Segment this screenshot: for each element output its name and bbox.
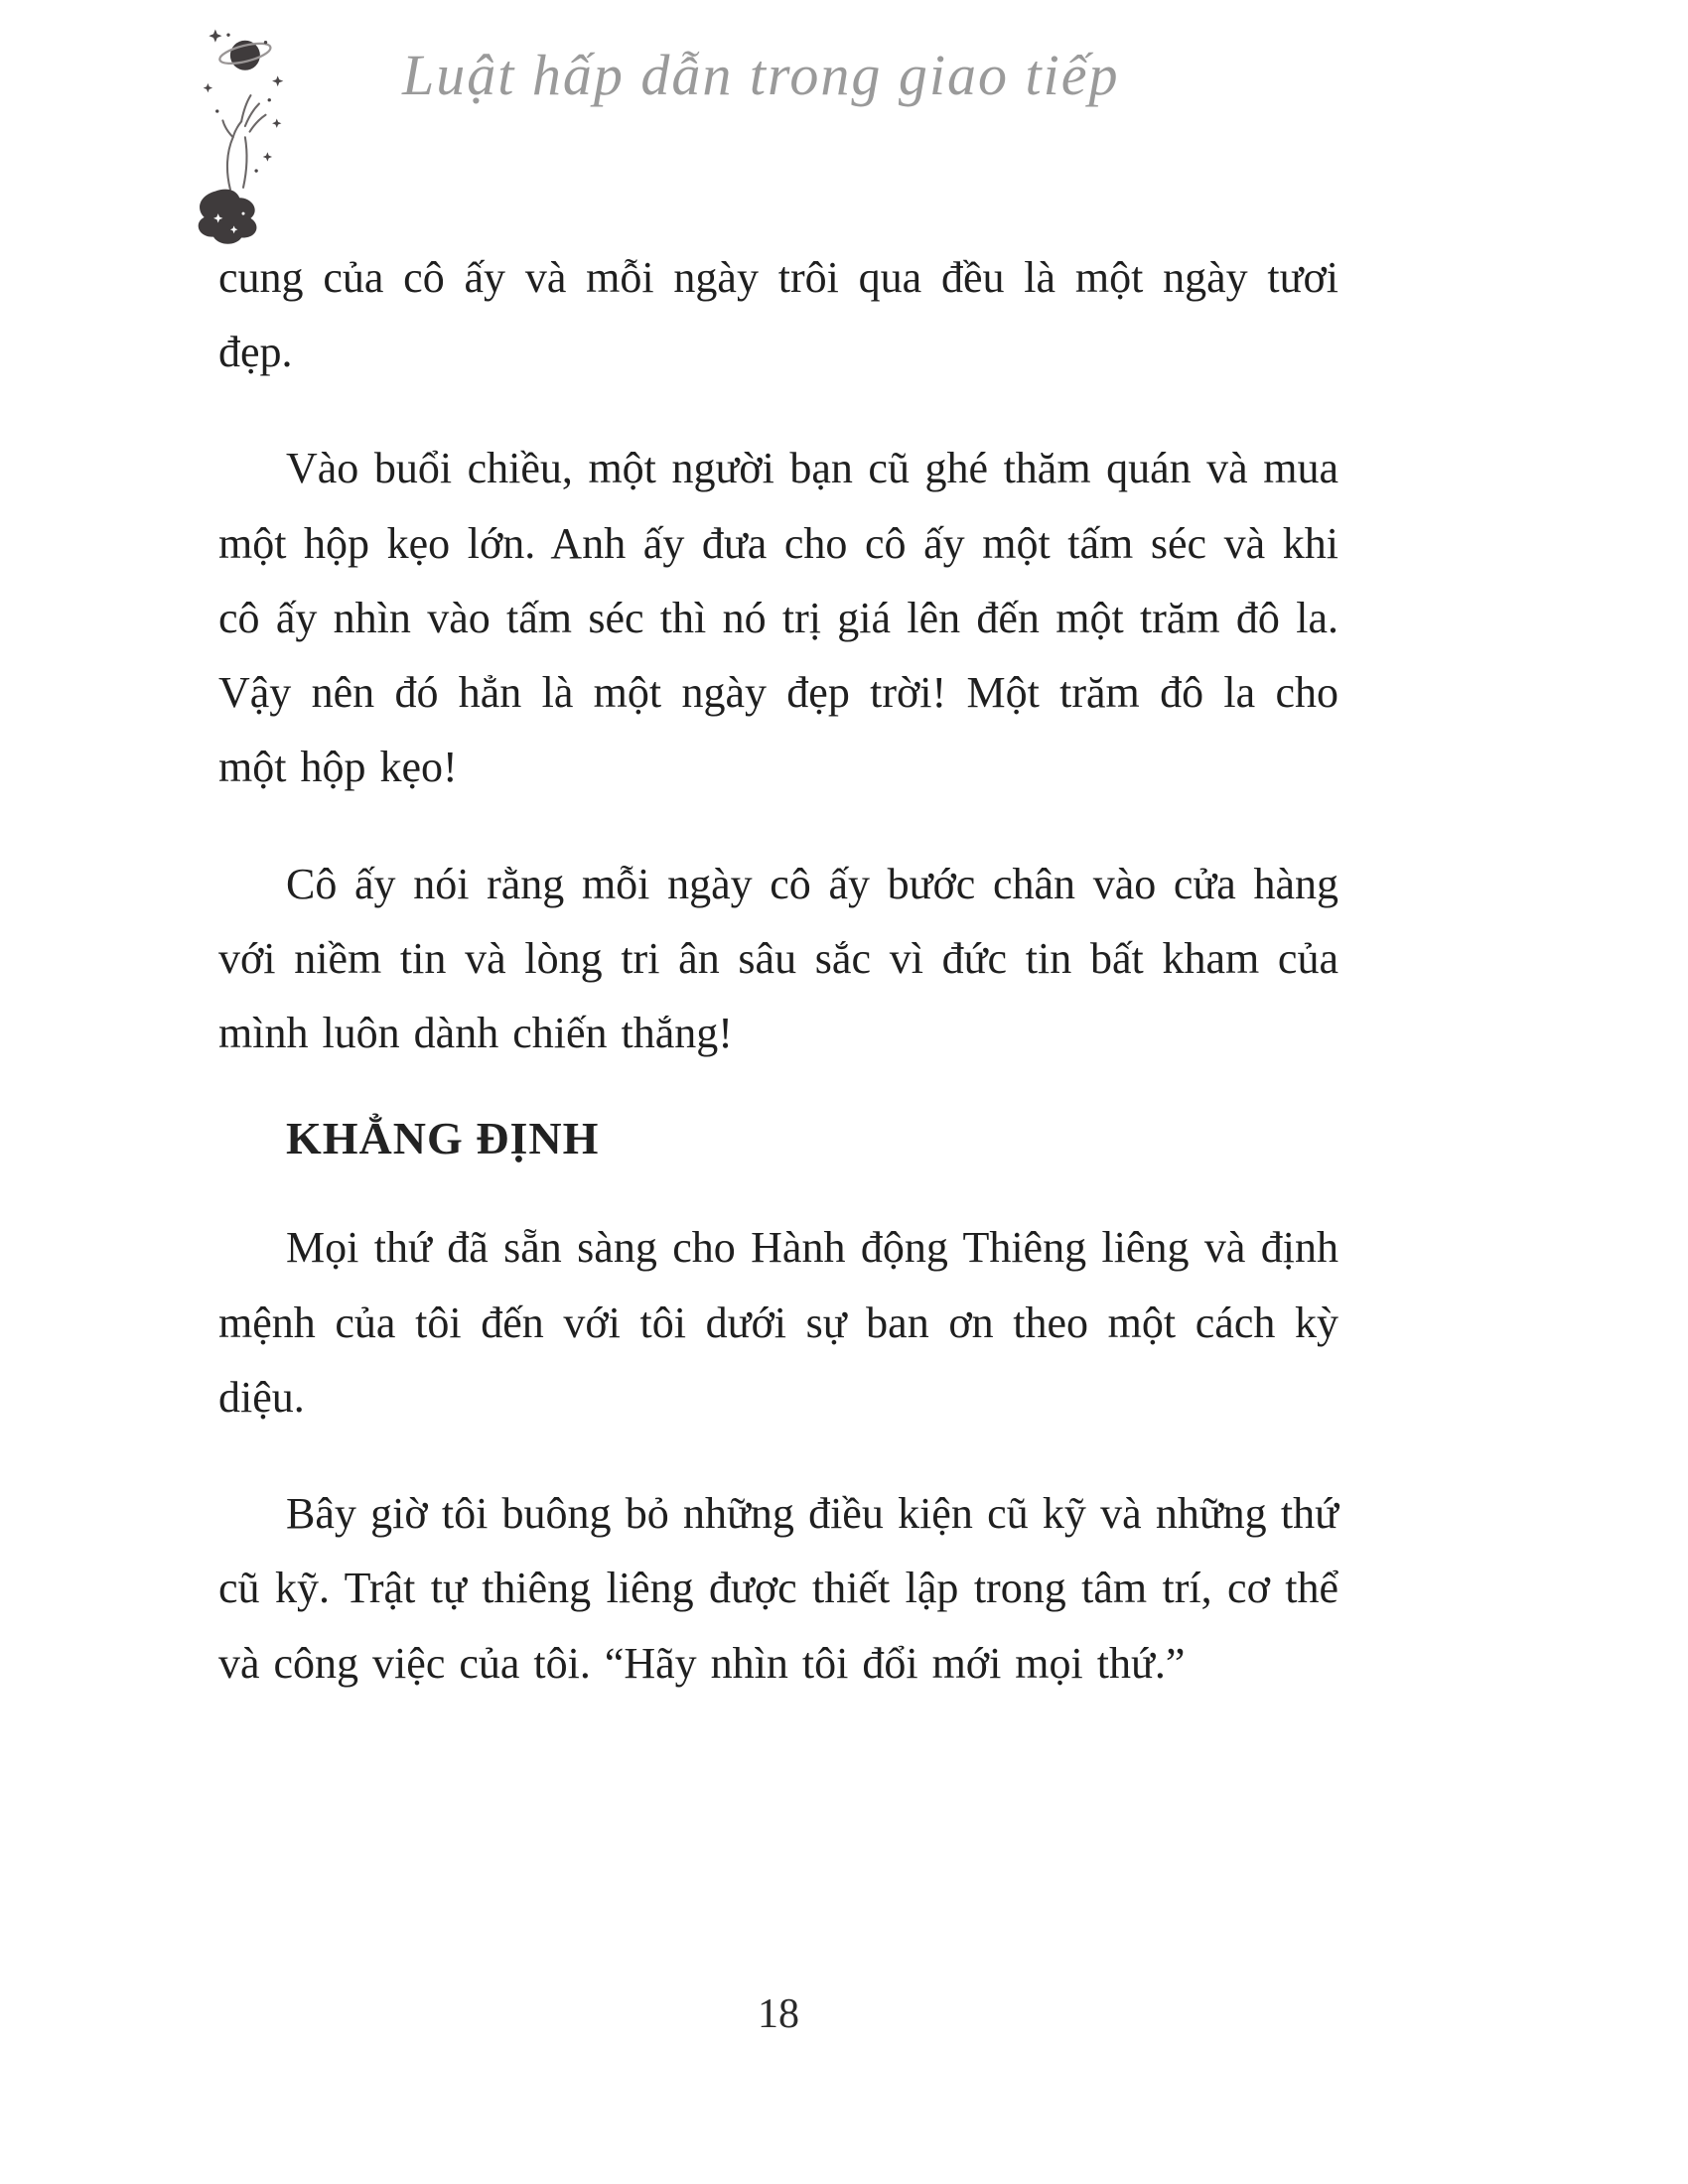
affirmation-paragraph: Bây giờ tôi buông bỏ những điều kiện cũ kỹ và những thứ cũ kỹ. Trật tự thiêng liêng được thiết lập trong tâm trí, cơ thể và công việc của tôi. “Hãy nhìn tôi đổi mới mọi thứ.” [218,1489,1338,1688]
body-paragraph: Vào buổi chiều, một người bạn cũ ghé thăm quán và mua một hộp kẹo lớn. Anh ấy đưa cho cô ấy một tấm séc và khi cô ấy nhìn vào tấm séc thì nó trị giá lên đến một trăm đô la. Vậy nên đó hẳn là một ngày đẹp trời! Một trăm đô la cho một hộp kẹo! [218,444,1338,792]
hand-icon [222,95,265,190]
planet-icon [217,40,272,70]
hand-planet-stars-illustration [184,22,303,245]
page-number: 18 [758,1991,799,2037]
running-head-title: Luật hấp dẫn trong giao tiếp [402,43,1120,107]
section-heading: KHẲNG ĐỊNH [286,1113,600,1164]
page-header [0,0,1688,238]
body-paragraph: Cô ấy nói rằng mỗi ngày cô ấy bước chân vào cửa hàng với niềm tin và lòng tri ân sâu sắc vì đức tin bất kham của mình luôn dành chiến thắng! [218,859,1338,1058]
page-body [218,240,1338,1742]
body-paragraph: cung của cô ấy và mỗi ngày trôi qua đều là một ngày tươi đẹp. [218,253,1338,377]
page-footer [218,1990,1338,2038]
affirmation-paragraph: Mọi thứ đã sẵn sàng cho Hành động Thiêng liêng và định mệnh của tôi đến với tôi dưới sự ban ơn theo một cách kỳ diệu. [218,1223,1338,1422]
ink-blob [199,190,257,244]
